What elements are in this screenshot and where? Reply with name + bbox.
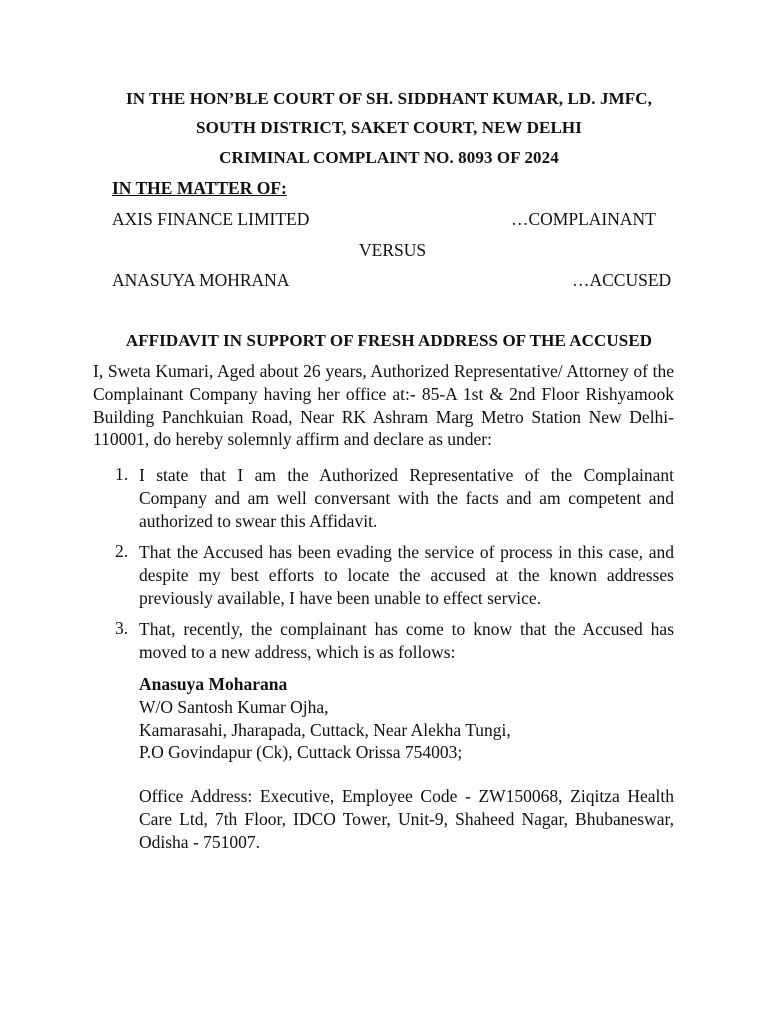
list-item-number: 2. (115, 541, 129, 561)
accused-office-address: Office Address: Executive, Employee Code - ZW150068, Ziqitza Health Care Ltd, 7th Floor, IDCO Tower, Unit-9, Shaheed Nagar, Bhubaneswar, Odisha - 751007. (139, 786, 674, 852)
accused-role: …ACCUSED (572, 270, 672, 290)
list-item-text: That the Accused has been evading the service of process in this case, and despite my best efforts to locate the accused at the known addresses previously available, I have been unable to effect service. (139, 542, 674, 608)
accused-address-name: Anasuya Moharana (139, 674, 288, 694)
versus-label: VERSUS (359, 240, 427, 260)
matter-label: IN THE MATTER OF: (112, 178, 287, 198)
accused-address-line: Kamarasahi, Jharapada, Cuttack, Near Alekha Tungi, (139, 719, 511, 740)
court-heading-line-2: SOUTH DISTRICT, SAKET COURT, NEW DELHI (196, 118, 582, 137)
list-item-text: That, recently, the complainant has come to know that the Accused has moved to a new address, which is as follows: (139, 619, 674, 662)
accused-address-line: P.O Govindapur (Ck), Cuttack Orissa 754003; (139, 742, 463, 763)
complainant-role: …COMPLAINANT (511, 209, 656, 229)
list-item-number: 1. (115, 464, 129, 484)
accused-name: ANASUYA MOHRANA (112, 270, 290, 290)
case-number-heading: CRIMINAL COMPLAINT NO. 8093 OF 2024 (219, 148, 559, 167)
list-item-text: I state that I am the Authorized Representative of the Complainant Company and am well conversant with the facts and am competent and authorized to swear this Affidavit. (139, 465, 674, 531)
accused-address-block (139, 673, 674, 764)
list-item-number: 3. (115, 618, 129, 638)
accused-address-line: W/O Santosh Kumar Ojha, (139, 696, 329, 717)
complainant-name: AXIS FINANCE LIMITED (112, 209, 310, 229)
affidavit-intro: I, Sweta Kumari, Aged about 26 years, Authorized Representative/ Attorney of the Complainant Company having her office at:- 85-A 1st & 2nd Floor Rishyamook Building Panchkuian Road, Near RK Ashram Marg Metro Station New Delhi-110001, do hereby solemnly affirm and declare as under: (93, 361, 674, 450)
court-heading-line-1: IN THE HON’BLE COURT OF SH. SIDDHANT KUMAR, LD. JMFC, (126, 89, 652, 108)
affidavit-title: AFFIDAVIT IN SUPPORT OF FRESH ADDRESS OF THE ACCUSED (125, 331, 653, 350)
